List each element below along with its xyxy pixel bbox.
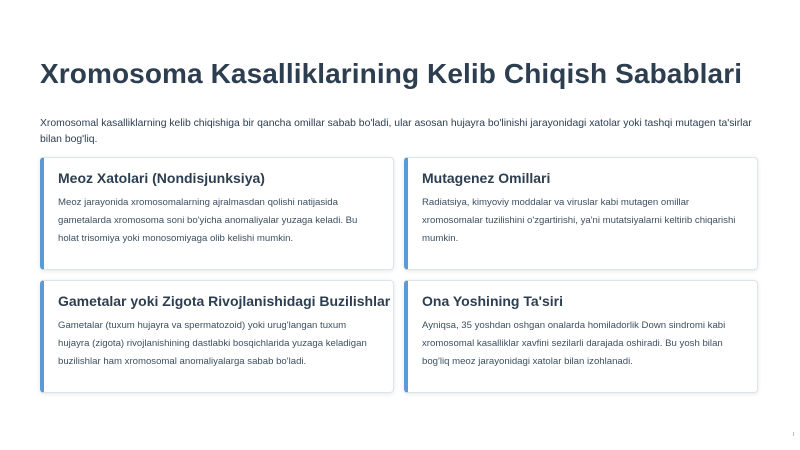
card-title: Mutagenez Omillari — [422, 170, 551, 186]
page-title: Xromosoma Kasalliklarining Kelib Chiqish Sabablari — [40, 58, 743, 89]
card-title: Meoz Xatolari (Nondisjunksiya) — [58, 170, 265, 186]
card-title: Ona Yoshining Ta'siri — [422, 293, 564, 309]
card-gamete-zygote-disorders — [40, 280, 394, 393]
card-text: Ayniqsa, 35 yoshdan oshgan onalarda homiladorlik Down sindromi kabi xromosomal kasalliklar xavfini sezilarli darajada oshiradi. Bu yosh bilan bog'liq meoz jarayonidagi xatolar bilan izohlanadi. — [422, 320, 726, 367]
corner-divider — [793, 432, 794, 436]
card-text: Meoz jarayonida xromosomalarning ajralmasdan qolishi natijasida gametalarda xromosoma soni bo'yicha anomaliyalar yuzaga keladi. Bu holat trisomiya yoki monosomiyaga olib kelishi mumkin. — [58, 197, 358, 244]
card-meiosis-errors — [40, 157, 394, 270]
card-text: Gametalar (tuxum hujayra va spermatozoid) yoki urug'langan tuxum hujayra (zigota) rivojlanishining dastlabki bosqichlarida yuzaga keladigan buzilishlar ham xromosomal anomaliyalarga sabab bo'ladi. — [58, 320, 367, 367]
card-maternal-age — [404, 280, 758, 393]
card-text: Radiatsiya, kimyoviy moddalar va viruslar kabi mutagen omillar xromosomalar tuzilishini o'zgartirishi, ya'ni mutatsiyalarni keltirib chiqarishi mumkin. — [422, 197, 736, 244]
card-mutagenesis-factors — [404, 157, 758, 270]
intro-paragraph: Xromosomal kasalliklarning kelib chiqishiga bir qancha omillar sabab bo'ladi, ular asosan hujayra bo'linishi jarayonidagi xatolar yoki tashqi mutagen ta'sirlar bilan bog'liq. — [40, 118, 752, 145]
card-title: Gametalar yoki Zigota Rivojlanishidagi Buzilishlar — [58, 293, 391, 309]
